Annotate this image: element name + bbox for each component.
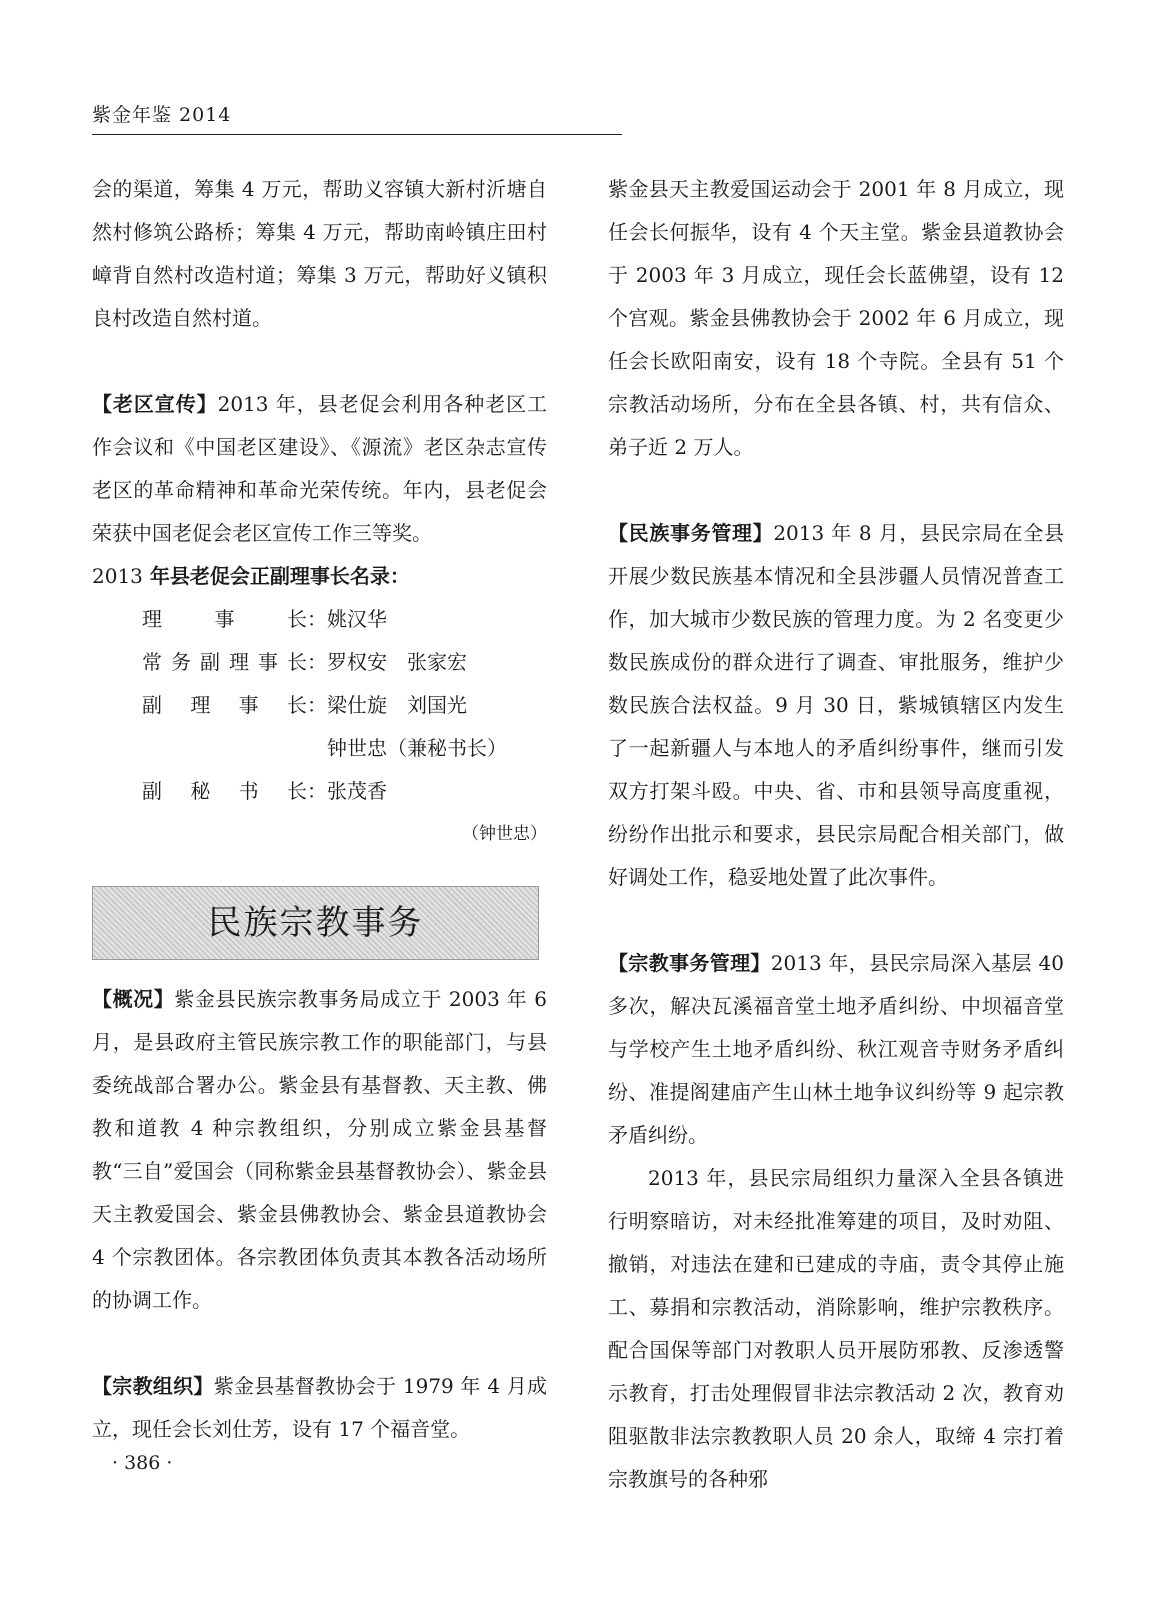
- roster-colon: ：: [307, 693, 327, 717]
- paragraph-zongjiao-zuzhi: [92, 1365, 547, 1451]
- roster-colon: ：: [307, 779, 327, 803]
- roster-names: 罗权安 张家宏: [327, 650, 467, 674]
- section-heading-minzu-shiwu: 【民族事务管理】: [608, 521, 774, 545]
- page-number: · 386 ·: [112, 1452, 173, 1474]
- roster-colon: ：: [307, 607, 327, 631]
- roster-title-text: 年县老促会正副理事长名录：: [142, 564, 410, 588]
- section-banner: 民族宗教事务: [92, 886, 539, 960]
- roster-colon: ：: [307, 650, 327, 674]
- paragraph-continued: 会的渠道，筹集 4 万元，帮助义容镇大新村沂塘自然村修筑公路桥；筹集 4 万元，帮助南岭镇庄田村嶂背自然村改造村道；筹集 3 万元，帮助好义镇积良村改造自然村道。: [92, 177, 547, 330]
- roster-role: 副理事长: [142, 693, 307, 717]
- right-column: [608, 168, 1064, 1501]
- paragraph-zongjiao-guanli: [608, 942, 1064, 1157]
- paragraph-gaikuang: [92, 978, 547, 1322]
- roster-role: 理事长: [142, 607, 307, 631]
- paragraph-text: 紫金县民族宗教事务局成立于 2003 年 6 月，是县政府主管民族宗教工作的职能部门，与县委统战部合署办公。紫金县有基督教、天主教、佛教和道教 4 种宗教组织，分别成立紫金县基督教“三自”爱国会（同称紫金县基督教协会）、紫金县天主教爱国会、紫金县佛教协会、紫金县道教协会 4 个宗教团体。各宗教团体负责其本教各活动场所的协调工作。: [92, 987, 547, 1312]
- section-heading-gaikuang: 【概况】: [92, 987, 175, 1011]
- section-heading-zongjiao-zuzhi: 【宗教组织】: [92, 1374, 214, 1398]
- running-title: 紫金年鉴 2014: [92, 104, 232, 126]
- paragraph-text: 紫金县基督教协会于 1979 年 4 月成立，现任会长刘仕芳，设有 17 个福音堂。: [92, 1374, 547, 1441]
- left-column: [92, 168, 547, 1451]
- paragraph-text: 2013 年，县老促会利用各种老区工作会议和《中国老区建设》、《源流》老区杂志宣传老区的革命精神和革命光荣传统。年内，县老促会荣获中国老促会老区宣传工作三等奖。: [92, 392, 547, 545]
- roster-row: [92, 598, 547, 641]
- paragraph-text: 2013 年，县民宗局深入基层 40 多次，解决瓦溪福音堂土地矛盾纠纷、中坝福音堂与学校产生土地矛盾纠纷、秋江观音寺财务矛盾纠纷、准提阁建庙产生山林土地争议纠纷等 9 起宗教矛盾纠纷。: [608, 951, 1065, 1147]
- paragraph-continued: 紫金县天主教爱国运动会于 2001 年 8 月成立，现任会长何振华，设有 4 个天主堂。紫金县道教协会于 2003 年 3 月成立，现任会长蓝佛望，设有 12 个宫观。紫金县佛教协会于 2002 年 6 月成立，现任会长欧阳南安，设有 18 个寺院。全县有 51 个宗教活动场所，分布在全县各镇、村，共有信众、弟子近 2 万人。: [608, 177, 1064, 459]
- roster-names: 姚汉华: [327, 607, 387, 631]
- roster-names: 梁仕旋 刘国光: [327, 693, 467, 717]
- section-heading-zongjiao-guanli: 【宗教事务管理】: [608, 951, 771, 975]
- roster-role: 副秘书长: [142, 779, 307, 803]
- paragraph-zongjiao-zhixu: 2013 年，县民宗局组织力量深入全县各镇进行明察暗访，对未经批准筹建的项目，及时劝阻、撤销，对违法在建和已建成的寺庙，责令其停止施工、募捐和宗教活动，消除影响，维护宗教秩序。配合国保等部门对教职人员开展防邪教、反渗透警示教育，打击处理假冒非法宗教活动 2 次，教育劝阻驱散非法宗教教职人员 20 余人，取缔 4 宗打着宗教旗号的各种邪: [608, 1166, 1064, 1491]
- roster-row: [92, 641, 547, 684]
- header-rule: [92, 134, 622, 135]
- roster-row-continued: [92, 727, 547, 770]
- roster-role: 常务副理事长: [142, 650, 307, 674]
- roster-names: 张茂香: [327, 779, 387, 803]
- roster-title: [92, 555, 547, 598]
- roster-row: [92, 770, 547, 813]
- paragraph-text: 2013 年 8 月，县民宗局在全县开展少数民族基本情况和全县涉疆人员情况普查工作，加大城市少数民族的管理力度。为 2 名变更少数民族成份的群众进行了调查、审批服务，维护少数民族合法权益。9 月 30 日，紫城镇辖区内发生了一起新疆人与本地人的矛盾纠纷事件，继而引发双方打架斗殴。中央、省、市和县领导高度重视，纷纷作出批示和要求，县民宗局配合相关部门，做好调处工作，稳妥地处置了此次事件。: [608, 521, 1065, 889]
- section-heading-laoqu-xuanchuan: 【老区宣传】: [92, 392, 218, 416]
- roster-names: 钟世忠（兼秘书长）: [327, 736, 507, 760]
- paragraph-minzu-shiwu: [608, 512, 1064, 899]
- roster-title-year: 2013: [92, 564, 143, 588]
- author-signature: （钟世忠）: [462, 824, 547, 844]
- roster-row: [92, 684, 547, 727]
- paragraph-laoqu-xuanchuan: [92, 383, 547, 555]
